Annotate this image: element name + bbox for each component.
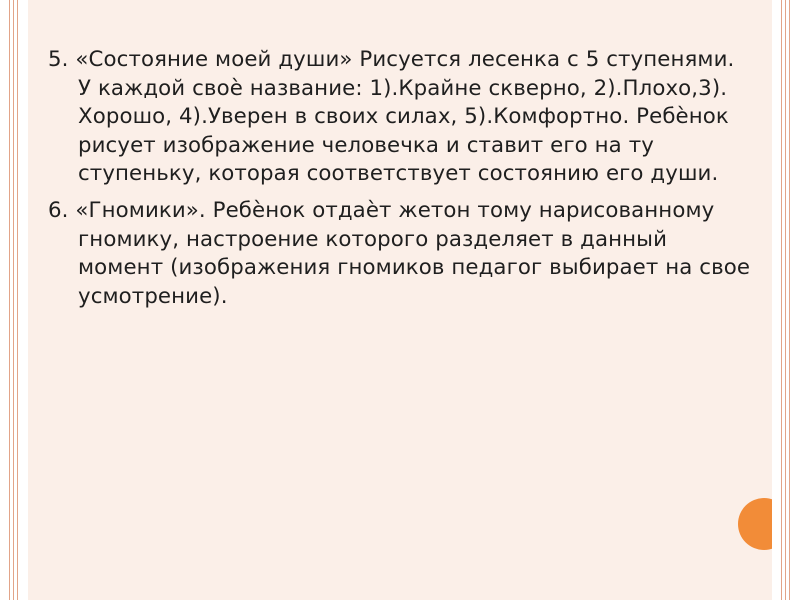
right-border-line-2 [785, 0, 786, 600]
slide-content [28, 0, 772, 600]
right-border-line-3 [789, 0, 790, 600]
left-border-line-2 [13, 0, 14, 600]
list-item-6 [48, 197, 753, 311]
list-number: 6. [48, 197, 69, 223]
list-text: «Гномики». Ребѐнок отдаѐт жетон тому нарисованному гномику, настроение которого разделяет в данный момент (изображения гномиков педагог выбирает на свое усмотрение). [75, 197, 751, 309]
left-border-line-1 [9, 0, 10, 600]
list-text: «Состояние моей души» Рисуется лесенка с 5 ступенями. У каждой своѐ название: 1).Крайне скверно, 2).Плохо,3). Хорошо, 4).Уверен в своих силах, 5).Комфортно. Ребѐнок рисует изображение человечка и ставит его на ту ступеньку, которая соответствует состоянию его души. [75, 47, 735, 187]
list-item-5 [48, 46, 753, 189]
left-border-line-3 [17, 0, 18, 600]
list-number: 5. [48, 47, 69, 72]
right-margin-stripe [772, 0, 800, 600]
left-margin-stripe [0, 0, 28, 600]
right-border-line-1 [781, 0, 782, 600]
body-text [48, 46, 753, 319]
